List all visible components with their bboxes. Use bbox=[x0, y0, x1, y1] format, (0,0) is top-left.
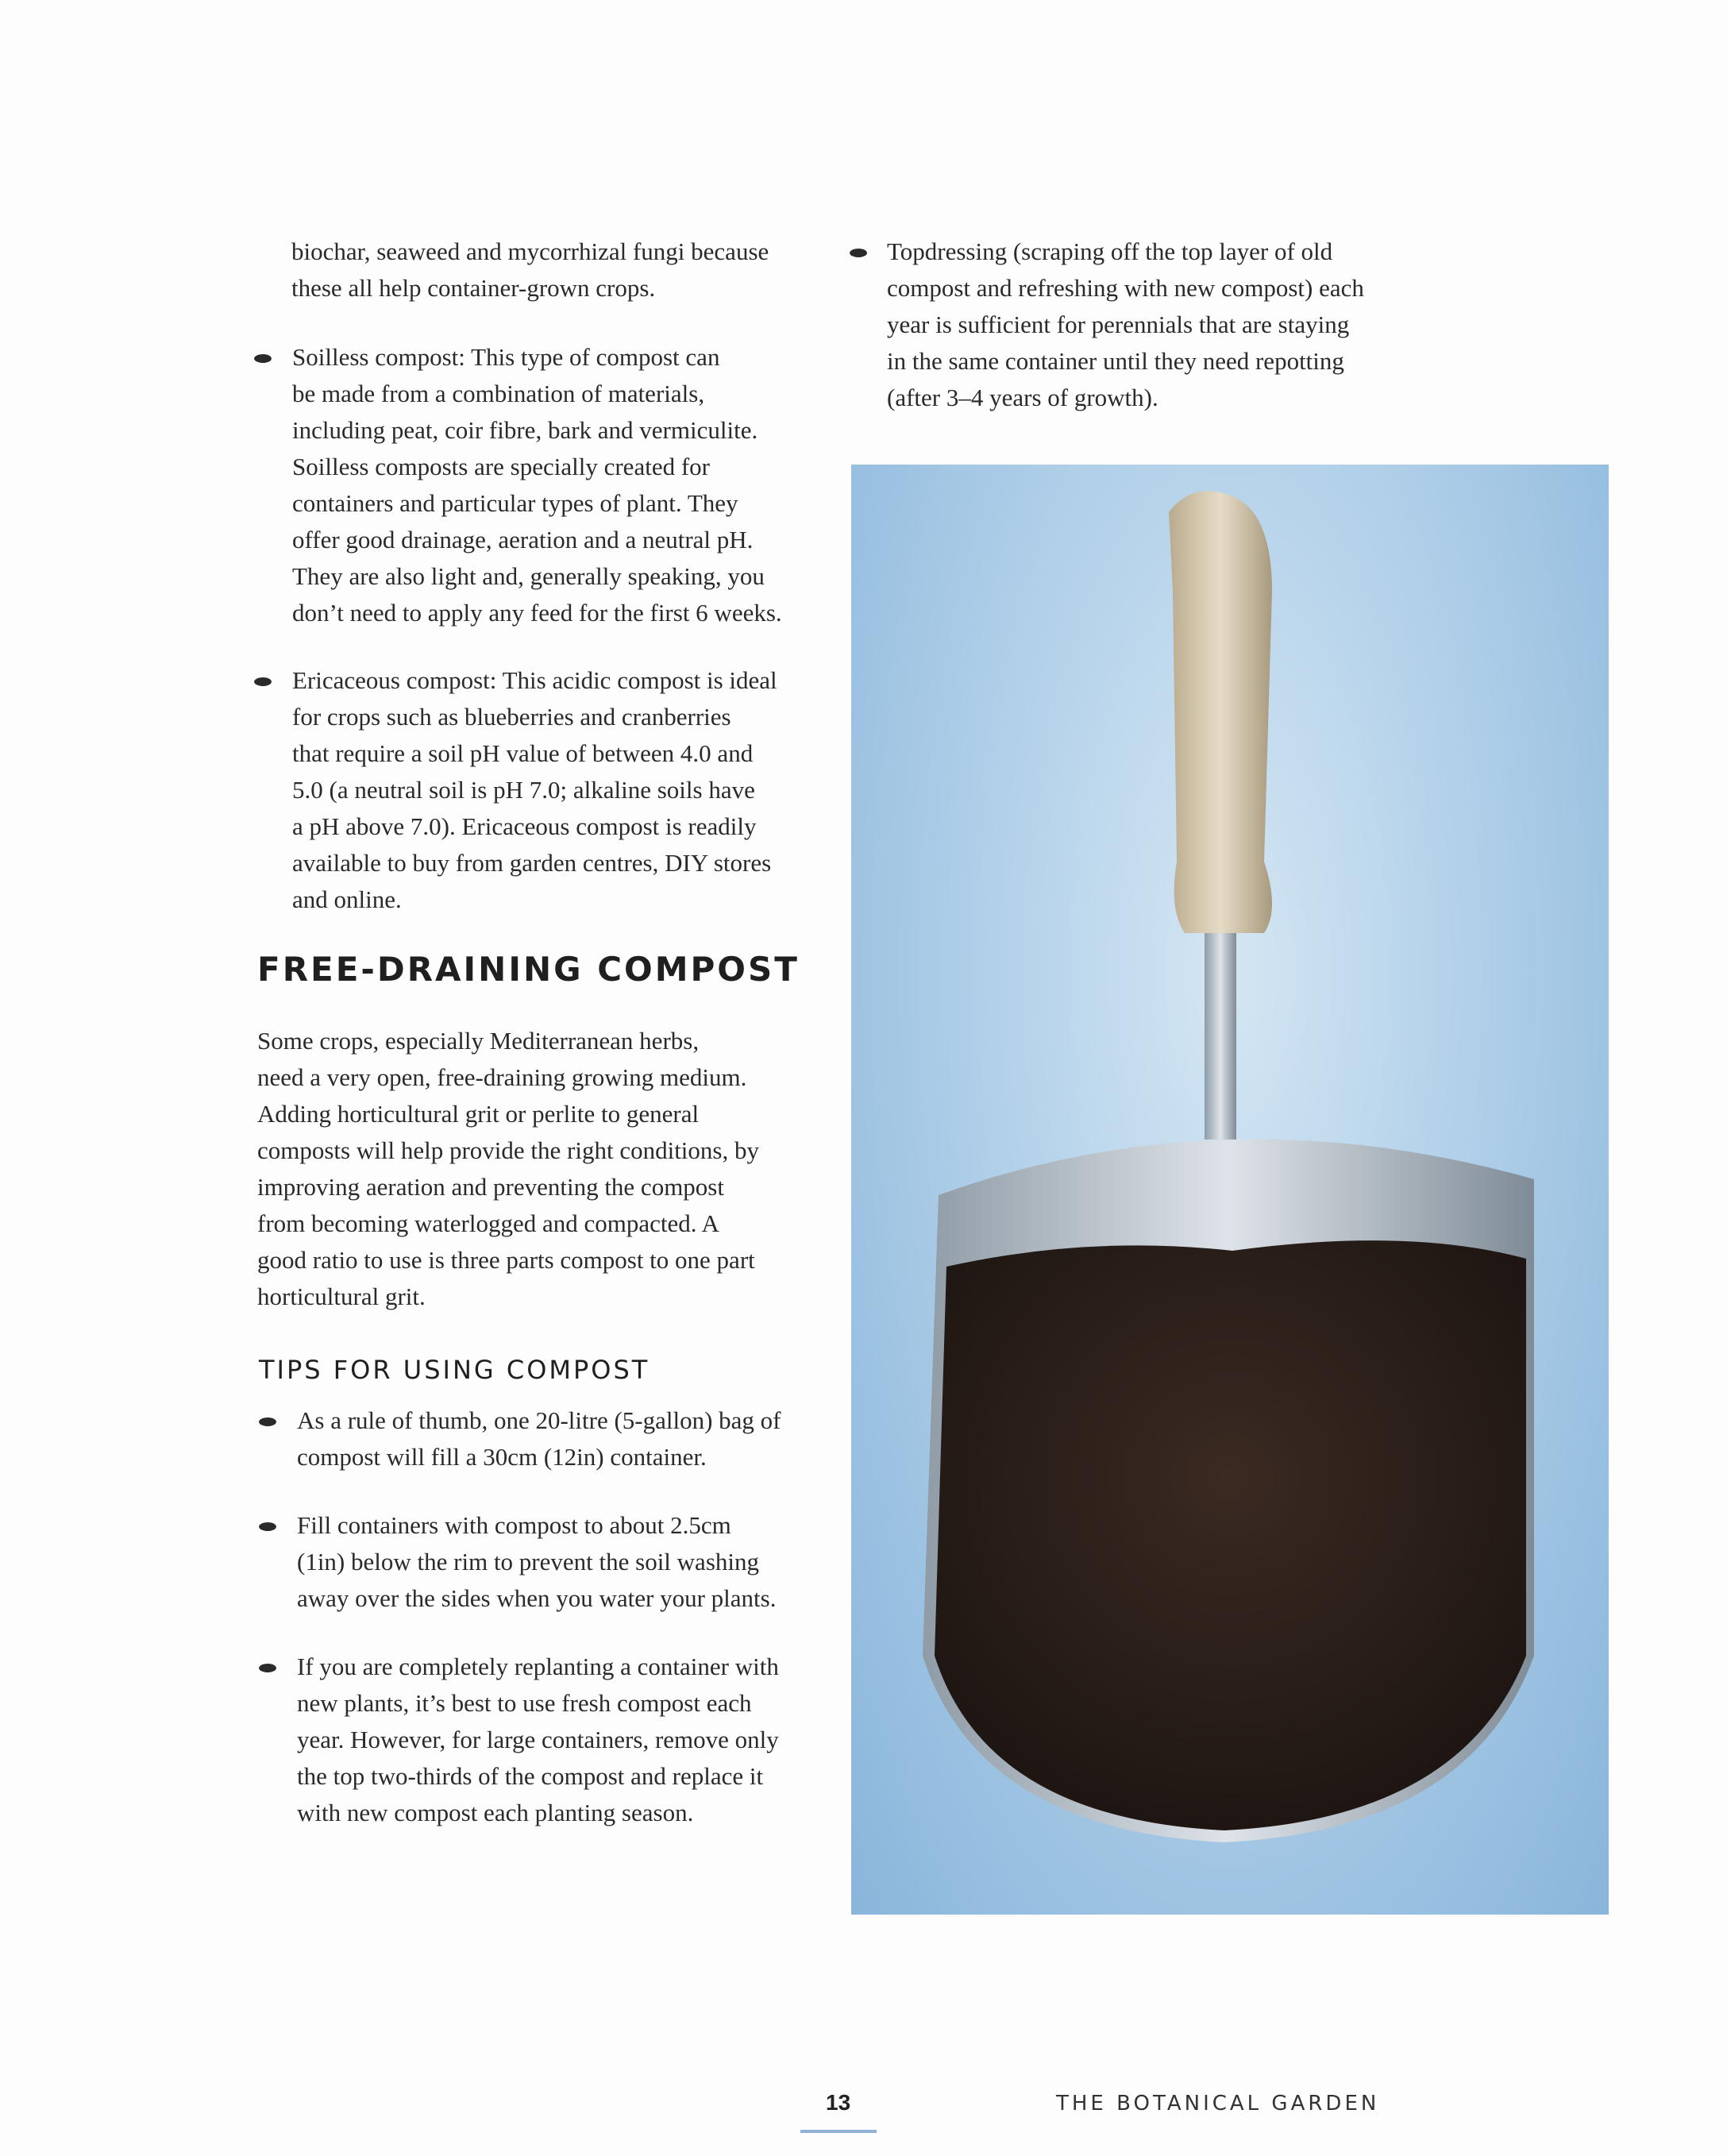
tips-heading: TIPS FOR USING COMPOST bbox=[259, 1355, 650, 1385]
tip-text bbox=[297, 1649, 779, 1831]
text-line: containers and particular types of plant. They bbox=[292, 489, 738, 517]
text-line: a pH above 7.0). Ericaceous compost is readily bbox=[292, 812, 757, 840]
text-line: the top two-thirds of the compost and replace it bbox=[297, 1762, 764, 1790]
text-line: compost and refreshing with new compost) each bbox=[887, 274, 1364, 302]
handle bbox=[1169, 491, 1272, 933]
text-line: with new compost each planting season. bbox=[297, 1799, 694, 1826]
page-number-underline bbox=[800, 2130, 877, 2133]
bullet-icon bbox=[259, 1522, 276, 1531]
text-line: and online. bbox=[292, 885, 402, 913]
text-line: new plants, it’s best to use fresh compost each bbox=[297, 1689, 752, 1717]
text-line: that require a soil pH value of between 4.0 and bbox=[292, 739, 754, 767]
text-line: from becoming waterlogged and compacted. A bbox=[257, 1209, 719, 1237]
text-line: horticultural grit. bbox=[257, 1282, 426, 1310]
bullet-text bbox=[887, 233, 1364, 416]
text-line: Soilless compost: This type of compost can bbox=[292, 343, 720, 371]
bullet-icon bbox=[850, 249, 867, 257]
bullet-icon bbox=[259, 1417, 276, 1426]
compost bbox=[935, 1240, 1526, 1830]
text-line: 5.0 (a neutral soil is pH 7.0; alkaline soils have bbox=[292, 776, 755, 804]
text-line: compost will fill a 30cm (12in) container. bbox=[297, 1443, 707, 1471]
text-line: good ratio to use is three parts compost to one part bbox=[257, 1246, 755, 1274]
text-line: Soilless composts are specially created for bbox=[292, 453, 710, 480]
bullet-icon bbox=[254, 677, 272, 686]
text-line: As a rule of thumb, one 20-litre (5-gallon) bag of bbox=[297, 1406, 781, 1434]
free-draining-paragraph bbox=[257, 1023, 759, 1315]
text-line: (1in) below the rim to prevent the soil washing bbox=[297, 1548, 759, 1576]
text-line: Adding horticultural grit or perlite to general bbox=[257, 1100, 700, 1128]
shaft bbox=[1205, 933, 1236, 1140]
text-line: Some crops, especially Mediterranean herbs, bbox=[257, 1027, 700, 1055]
text-line: Fill containers with compost to about 2.5cm bbox=[297, 1511, 731, 1539]
text-line: these all help container-grown crops. bbox=[291, 274, 656, 302]
text-line: biochar, seaweed and mycorrhizal fungi because bbox=[291, 237, 769, 265]
tip-text bbox=[297, 1507, 776, 1617]
bullet-icon bbox=[259, 1664, 276, 1672]
tip-text bbox=[297, 1402, 781, 1475]
intro-text bbox=[291, 233, 769, 307]
text-line: Topdressing (scraping off the top layer of old bbox=[887, 237, 1333, 265]
text-line: If you are completely replanting a container with bbox=[297, 1653, 779, 1680]
text-line: Ericaceous compost: This acidic compost is ideal bbox=[292, 666, 777, 694]
compost-scoop-photo bbox=[851, 465, 1609, 1915]
text-line: available to buy from garden centres, DIY stores bbox=[292, 849, 772, 877]
book-title: THE BOTANICAL GARDEN bbox=[1056, 2092, 1380, 2116]
bullet-text bbox=[292, 662, 777, 918]
text-line: don’t need to apply any feed for the first 6 weeks. bbox=[292, 599, 782, 627]
text-line: They are also light and, generally speaking, you bbox=[292, 562, 765, 590]
text-line: need a very open, free-draining growing medium. bbox=[257, 1063, 747, 1091]
scoop-illustration bbox=[851, 465, 1609, 1915]
text-line: (after 3–4 years of growth). bbox=[887, 384, 1158, 411]
text-line: away over the sides when you water your plants. bbox=[297, 1584, 777, 1612]
text-line: for crops such as blueberries and cranberries bbox=[292, 703, 731, 731]
bullet-icon bbox=[254, 354, 272, 363]
page-number: 13 bbox=[826, 2090, 851, 2115]
text-line: in the same container until they need repotting bbox=[887, 347, 1344, 375]
text-line: offer good drainage, aeration and a neutral pH. bbox=[292, 526, 754, 553]
bullet-text bbox=[292, 339, 782, 631]
section-heading: FREE-DRAINING COMPOST bbox=[257, 950, 800, 989]
text-line: year is sufficient for perennials that are staying bbox=[887, 310, 1350, 338]
text-line: year. However, for large containers, remove only bbox=[297, 1726, 779, 1753]
text-line: including peat, coir fibre, bark and vermiculite. bbox=[292, 416, 758, 444]
text-line: be made from a combination of materials, bbox=[292, 380, 705, 407]
text-line: composts will help provide the right conditions, by bbox=[257, 1136, 759, 1164]
text-line: improving aeration and preventing the compost bbox=[257, 1173, 724, 1201]
